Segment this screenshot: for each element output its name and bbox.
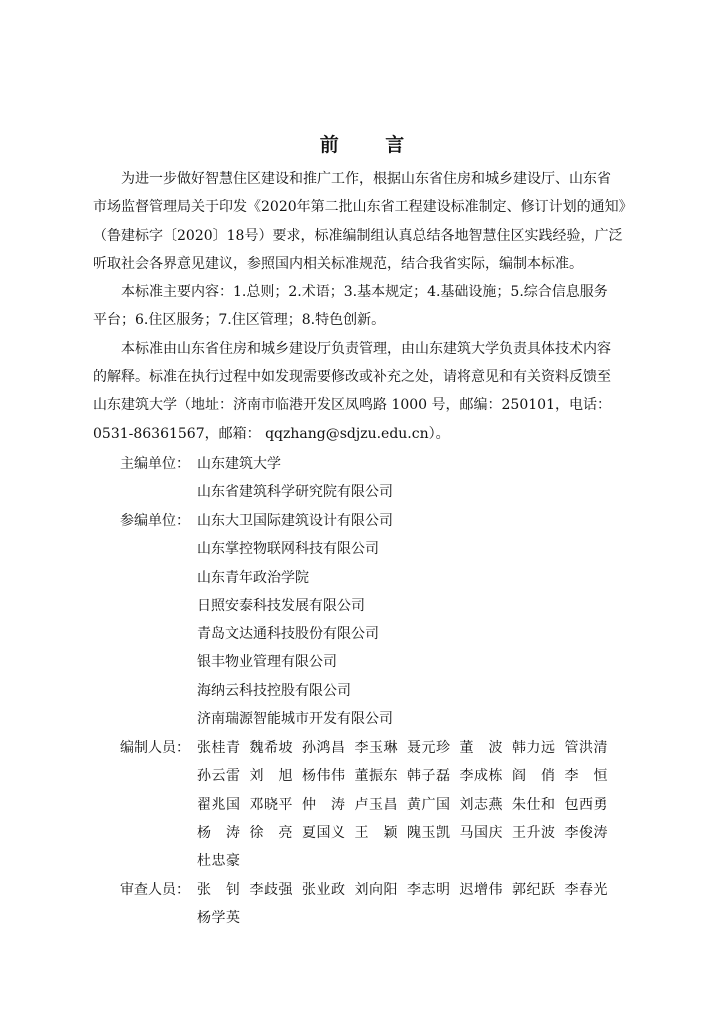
person-name: 杜忠豪 (197, 853, 241, 870)
person-name: 李成栋 (459, 768, 503, 785)
preface-body (93, 165, 633, 448)
drafters-names (197, 734, 640, 875)
person-name: 韩力远 (512, 740, 556, 756)
unit-name: 日照安泰科技发展有限公司 (197, 597, 365, 614)
person-name: 孙鸿昌 (302, 740, 346, 756)
person-name: 隗玉凯 (407, 824, 451, 841)
person-name: 聂元珍 (407, 740, 451, 756)
drafters-label: 编制人员： (120, 740, 190, 756)
person-name: 黄广国 (407, 796, 451, 813)
person-name: 郭纪跃 (512, 882, 556, 898)
person-name: 李俊涛 (564, 824, 608, 841)
list-item (120, 705, 640, 733)
person-name: 孙云雷 (197, 768, 241, 785)
paragraph-line: 为进一步做好智慧住区建设和推广工作，根据山东省住房和城乡建设厅、山东省 (121, 171, 611, 187)
participant-units (120, 507, 640, 733)
unit-name: 山东建筑大学 (197, 456, 281, 472)
person-name: 李 恒 (564, 768, 608, 785)
unit-name: 山东大卫国际建筑设计有限公司 (197, 513, 393, 529)
person-name: 马国庆 (459, 824, 503, 841)
person-name: 徐 亮 (249, 824, 293, 841)
person-name: 张 钊 (197, 882, 241, 898)
person-name: 迟增伟 (459, 882, 503, 898)
person-name: 翟兆国 (197, 796, 241, 813)
list-item (120, 478, 640, 506)
list-item (120, 648, 640, 676)
paragraph-line: 本标准由山东省住房和城乡建设厅负责管理，由山东建筑大学负责具体技术内容 (121, 340, 611, 357)
person-name: 董振东 (354, 768, 398, 785)
person-name: 仲 涛 (302, 796, 346, 813)
list-item (120, 564, 640, 592)
person-name: 王升波 (512, 824, 556, 841)
person-name: 刘 旭 (249, 768, 293, 785)
paragraph-management (93, 335, 633, 448)
person-name: 魏希坡 (249, 740, 293, 756)
paragraph-background (93, 165, 633, 278)
person-name: 杨 涛 (197, 824, 241, 841)
person-name: 管洪清 (564, 740, 608, 756)
person-name: 包西勇 (564, 796, 608, 813)
person-name: 杨学英 (197, 910, 241, 927)
paragraph-line: 听取社会各界意见建议，参照国内相关标准规范，结合我省实际，编制本标准。 (93, 255, 583, 272)
reviewers-label: 审查人员： (120, 882, 190, 898)
unit-name: 海纳云科技控股有限公司 (197, 682, 351, 699)
paragraph-line: 市场监督管理局关于印发《2020年第二批山东省工程建设标准制定、修订计划的通知》 (93, 199, 633, 216)
chief-editor-label: 主编单位： (120, 456, 190, 472)
person-name: 杨伟伟 (302, 768, 346, 785)
unit-name: 山东青年政治学院 (197, 569, 309, 586)
list-item (120, 507, 640, 535)
person-name: 董 波 (459, 740, 503, 756)
list-item (120, 535, 640, 563)
person-name: 李春光 (564, 882, 608, 898)
paragraph-line: 0531-86361567，邮箱： qqzhang@sdjzu.edu.cn）。 (93, 425, 450, 442)
drafters-section (120, 734, 640, 875)
person-name: 夏国义 (302, 824, 346, 841)
person-name: 王 颖 (354, 824, 398, 841)
unit-name: 青岛文达通科技股份有限公司 (197, 626, 379, 643)
person-name: 刘向阳 (354, 882, 398, 898)
list-item (120, 450, 640, 478)
person-name: 李志明 (407, 882, 451, 898)
unit-name: 山东掌控物联网科技有限公司 (197, 541, 379, 558)
unit-name: 山东省建筑科学研究院有限公司 (197, 484, 393, 501)
person-name: 卢玉昌 (354, 796, 398, 813)
paragraph-line: 本标准主要内容：1.总则；2.术语；3.基本规定；4.基础设施；5.综合信息服务 (121, 284, 608, 301)
list-item (120, 620, 640, 648)
person-name: 韩子磊 (407, 768, 451, 785)
person-name: 李玉琳 (354, 740, 398, 756)
unit-name: 银丰物业管理有限公司 (197, 654, 337, 671)
person-name: 张桂青 (197, 740, 241, 756)
person-name: 李歧强 (249, 882, 293, 898)
person-name: 朱仕和 (512, 796, 556, 813)
unit-name: 济南瑞源智能城市开发有限公司 (197, 711, 393, 728)
paragraph-line: 的解释。标准在执行过程中如发现需要修改或补充之处，请将意见和有关资料反馈至 (93, 369, 611, 386)
list-item (120, 677, 640, 705)
person-name: 刘志燕 (459, 796, 503, 813)
list-item (120, 592, 640, 620)
reviewers-names (197, 876, 640, 933)
paragraph-contents (93, 278, 633, 335)
person-name: 邓晓平 (249, 796, 293, 813)
paragraph-line: 山东建筑大学（地址：济南市临港开发区凤鸣路 1000 号，邮编：250101，电话： (93, 397, 611, 414)
person-name: 张业政 (302, 882, 346, 898)
page-title: 前 言 (319, 134, 425, 156)
participant-label: 参编单位： (120, 513, 190, 529)
person-name: 阎 俏 (512, 768, 556, 785)
paragraph-line: 平台；6.住区服务；7.住区管理；8.特色创新。 (93, 312, 386, 329)
paragraph-line: （鲁建标字〔2020〕18号）要求，标准编制组认真总结各地智慧住区实践经验，广泛 (93, 227, 623, 244)
chief-editor-units (120, 450, 640, 507)
reviewers-section (120, 876, 640, 933)
